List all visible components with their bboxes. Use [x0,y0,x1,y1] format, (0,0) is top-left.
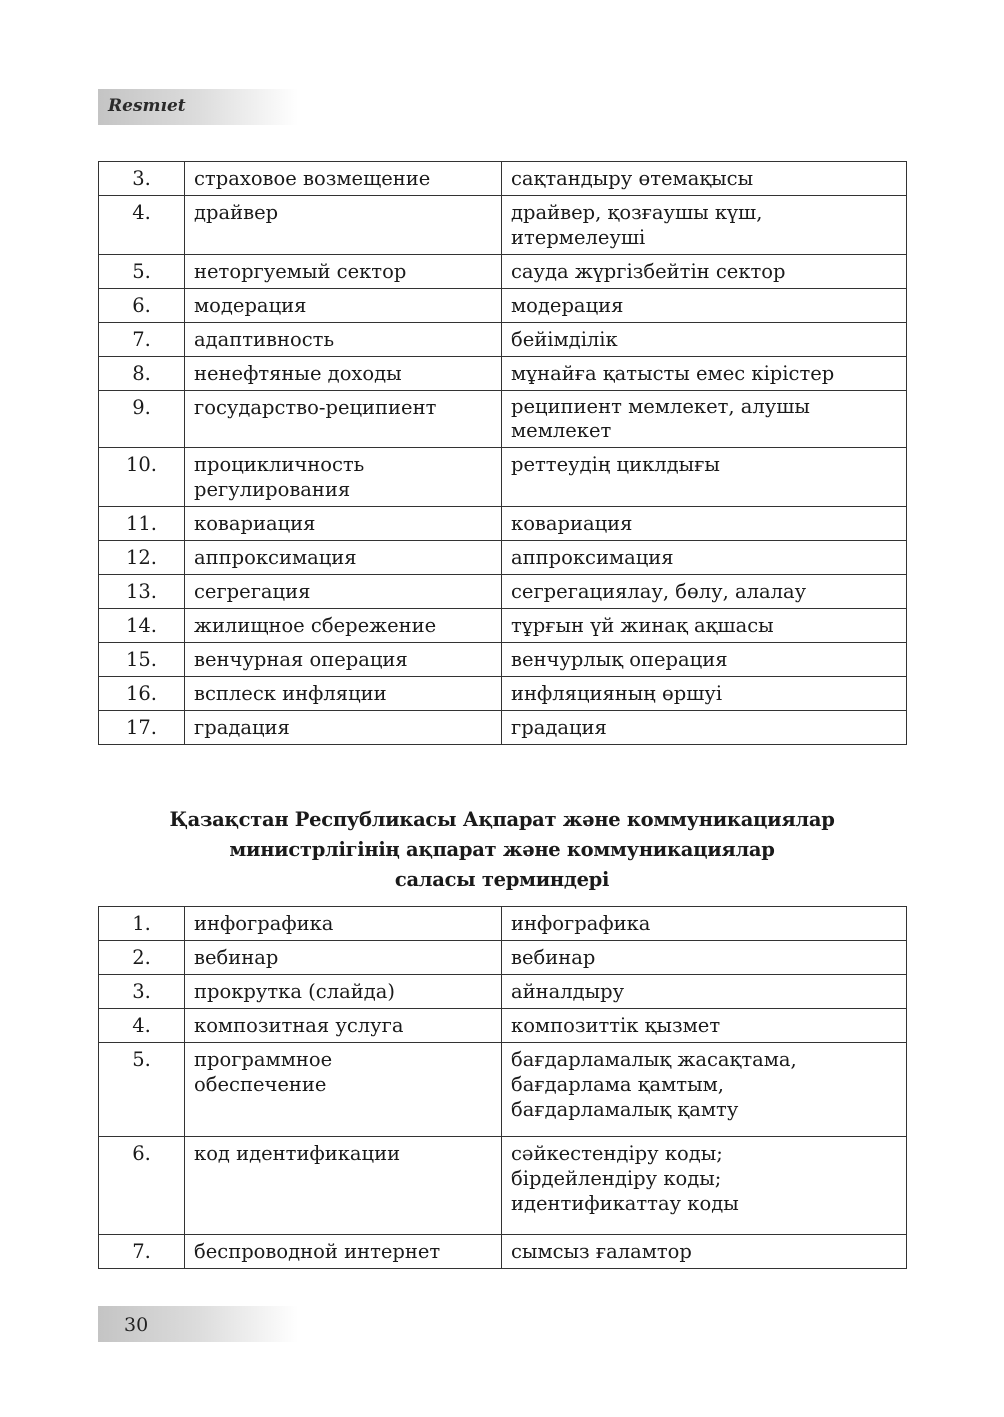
kazakh-term: композиттік қызмет [502,1009,907,1043]
russian-term: беспроводной интернет [185,1235,502,1269]
row-number: 14. [99,609,185,643]
kazakh-term: мұнайға қатысты емес кірістер [502,357,907,391]
row-number: 3. [99,975,185,1009]
kazakh-term: аппроксимация [502,541,907,575]
table-row [99,941,907,975]
row-number: 16. [99,677,185,711]
table-row [99,196,907,255]
row-number: 5. [99,1043,185,1137]
row-number: 7. [99,1235,185,1269]
kazakh-term: инфографика [502,907,907,941]
table-row [99,1043,907,1137]
row-number: 4. [99,1009,185,1043]
russian-term: сегрегация [185,575,502,609]
kazakh-term: вебинар [502,941,907,975]
row-number: 5. [99,255,185,289]
table-row [99,677,907,711]
russian-term: инфографика [185,907,502,941]
table-row [99,323,907,357]
row-number: 9. [99,391,185,448]
table-row [99,448,907,507]
section-heading-line: министрлігінің ақпарат және коммуникациялар [229,838,775,861]
table-row [99,1235,907,1269]
kazakh-term: бағдарламалық жасақтама, бағдарлама қамтым, бағдарламалық қамту [502,1043,907,1137]
table-row [99,162,907,196]
russian-term: ковариация [185,507,502,541]
russian-term: всплеск инфляции [185,677,502,711]
russian-term: вебинар [185,941,502,975]
page-number: 30 [124,1314,149,1336]
russian-term: аппроксимация [185,541,502,575]
russian-term: прокрутка (слайда) [185,975,502,1009]
kazakh-term: градация [502,711,907,745]
kazakh-term: сауда жүргізбейтін сектор [502,255,907,289]
running-title: Resmıet [108,96,186,116]
row-number: 13. [99,575,185,609]
kazakh-term: реттеудің циклдығы [502,448,907,507]
terms-table-economics [98,161,907,745]
table-row [99,1009,907,1043]
russian-term: венчурная операция [185,643,502,677]
row-number: 1. [99,907,185,941]
table-row [99,975,907,1009]
row-number: 12. [99,541,185,575]
russian-term: государство-реципиент [185,391,502,448]
section-heading [98,805,906,895]
row-number: 6. [99,289,185,323]
table-row [99,609,907,643]
row-number: 2. [99,941,185,975]
kazakh-term: сәйкестендіру коды; бірдейлендіру коды; идентификаттау коды [502,1137,907,1235]
kazakh-term: тұрғын үй жинақ ақшасы [502,609,907,643]
russian-term: программное обеспечение [185,1043,502,1137]
row-number: 15. [99,643,185,677]
russian-term: неторгуемый сектор [185,255,502,289]
section-heading-line: Қазақстан Республикасы Ақпарат және коммуникациялар [169,808,835,831]
kazakh-term: ковариация [502,507,907,541]
row-number: 6. [99,1137,185,1235]
table-row [99,255,907,289]
russian-term: процикличность регулирования [185,448,502,507]
row-number: 8. [99,357,185,391]
table-row [99,289,907,323]
kazakh-term: бейімділік [502,323,907,357]
kazakh-term: айналдыру [502,975,907,1009]
russian-term: градация [185,711,502,745]
table-row [99,575,907,609]
kazakh-term: драйвер, қозғаушы күш, итермелеуші [502,196,907,255]
kazakh-term: модерация [502,289,907,323]
table-row [99,391,907,448]
table-row [99,711,907,745]
kazakh-term: сақтандыру өтемақысы [502,162,907,196]
kazakh-term: инфляцияның өршуі [502,677,907,711]
russian-term: ненефтяные доходы [185,357,502,391]
table-row [99,1137,907,1235]
section-heading-line: саласы терминдері [394,868,610,891]
row-number: 4. [99,196,185,255]
russian-term: страховое возмещение [185,162,502,196]
row-number: 10. [99,448,185,507]
kazakh-term: сымсыз ғаламтор [502,1235,907,1269]
russian-term: адаптивность [185,323,502,357]
table-row [99,357,907,391]
row-number: 7. [99,323,185,357]
russian-term: модерация [185,289,502,323]
kazakh-term: венчурлық операция [502,643,907,677]
table-row [99,507,907,541]
kazakh-term: реципиент мемлекет, алушы мемлекет [502,391,907,448]
table-row [99,907,907,941]
row-number: 3. [99,162,185,196]
table-row [99,643,907,677]
table-row [99,541,907,575]
kazakh-term: сегрегациялау, бөлу, алалау [502,575,907,609]
russian-term: драйвер [185,196,502,255]
russian-term: композитная услуга [185,1009,502,1043]
terms-table-information [98,906,907,1269]
row-number: 17. [99,711,185,745]
russian-term: жилищное сбережение [185,609,502,643]
row-number: 11. [99,507,185,541]
russian-term: код идентификации [185,1137,502,1235]
